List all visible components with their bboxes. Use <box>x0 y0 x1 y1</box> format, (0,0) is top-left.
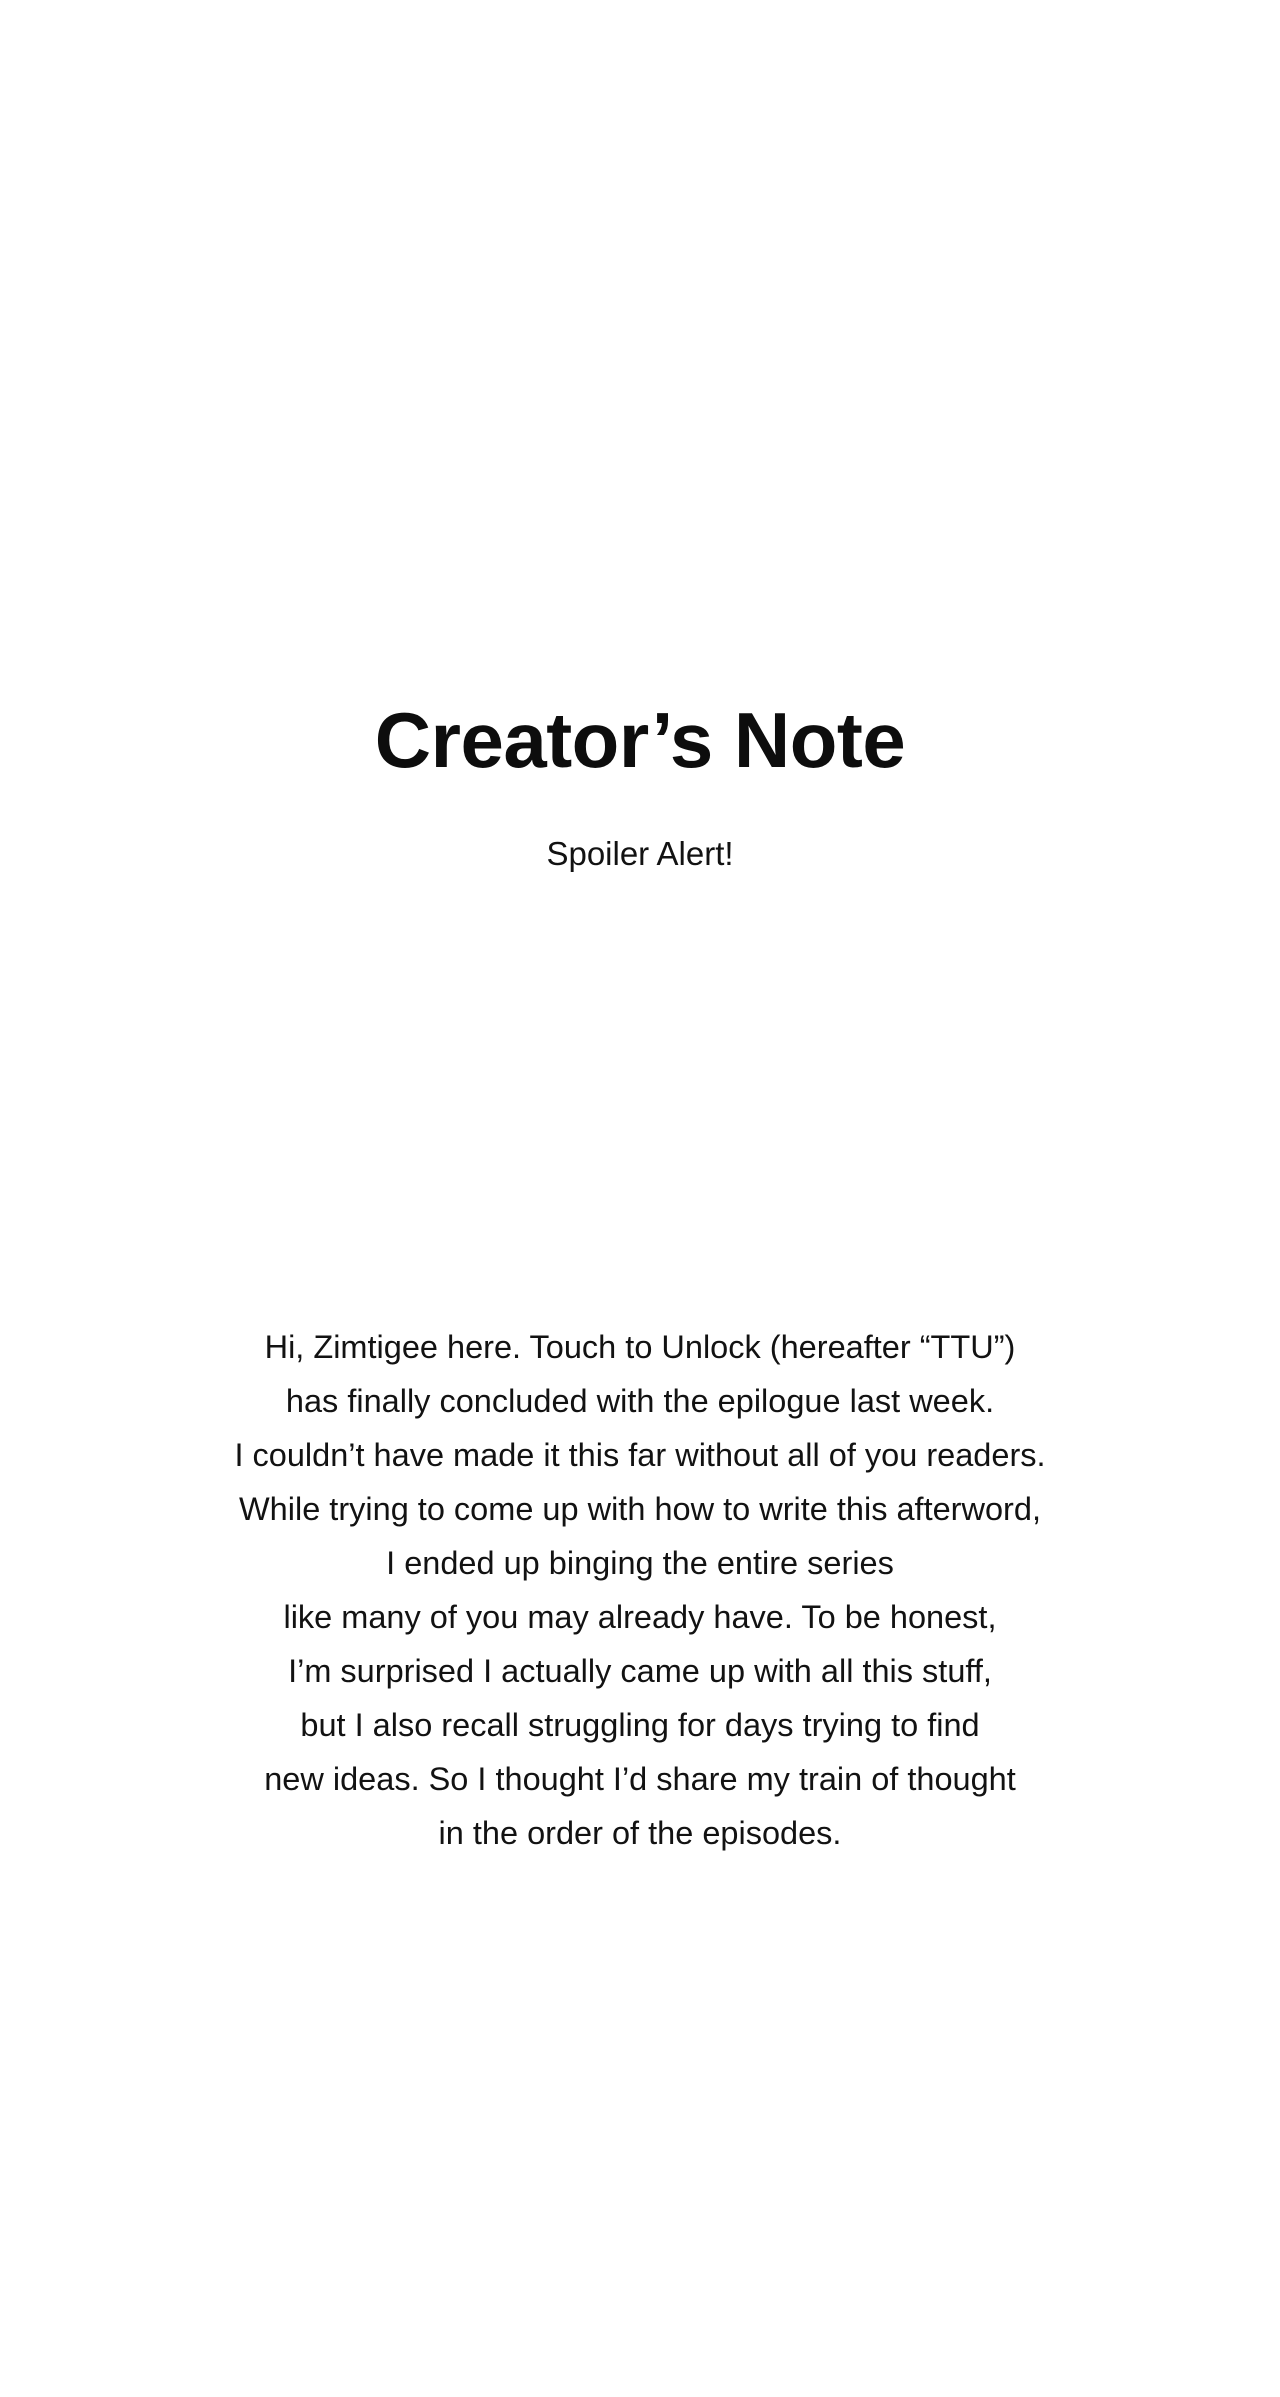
note-line: in the order of the episodes. <box>438 1815 842 1851</box>
note-line: While trying to come up with how to write this afterword, <box>239 1491 1041 1527</box>
note-line: but I also recall struggling for days trying to find <box>300 1707 980 1743</box>
note-line: I ended up binging the entire series <box>386 1545 894 1581</box>
note-line: I couldn’t have made it this far without all of you readers. <box>234 1437 1046 1473</box>
page-title: Creator’s Note <box>374 696 906 784</box>
note-body <box>0 1320 1280 1860</box>
note-line: I’m surprised I actually came up with all this stuff, <box>288 1653 992 1689</box>
page-subtitle: Spoiler Alert! <box>546 834 734 872</box>
note-line: Hi, Zimtigee here. Touch to Unlock (hereafter “TTU”) <box>264 1329 1016 1365</box>
note-line: new ideas. So I thought I’d share my train of thought <box>264 1761 1016 1797</box>
title-block <box>0 696 1280 873</box>
note-line: like many of you may already have. To be honest, <box>283 1599 997 1635</box>
note-line: has finally concluded with the epilogue last week. <box>285 1383 995 1419</box>
